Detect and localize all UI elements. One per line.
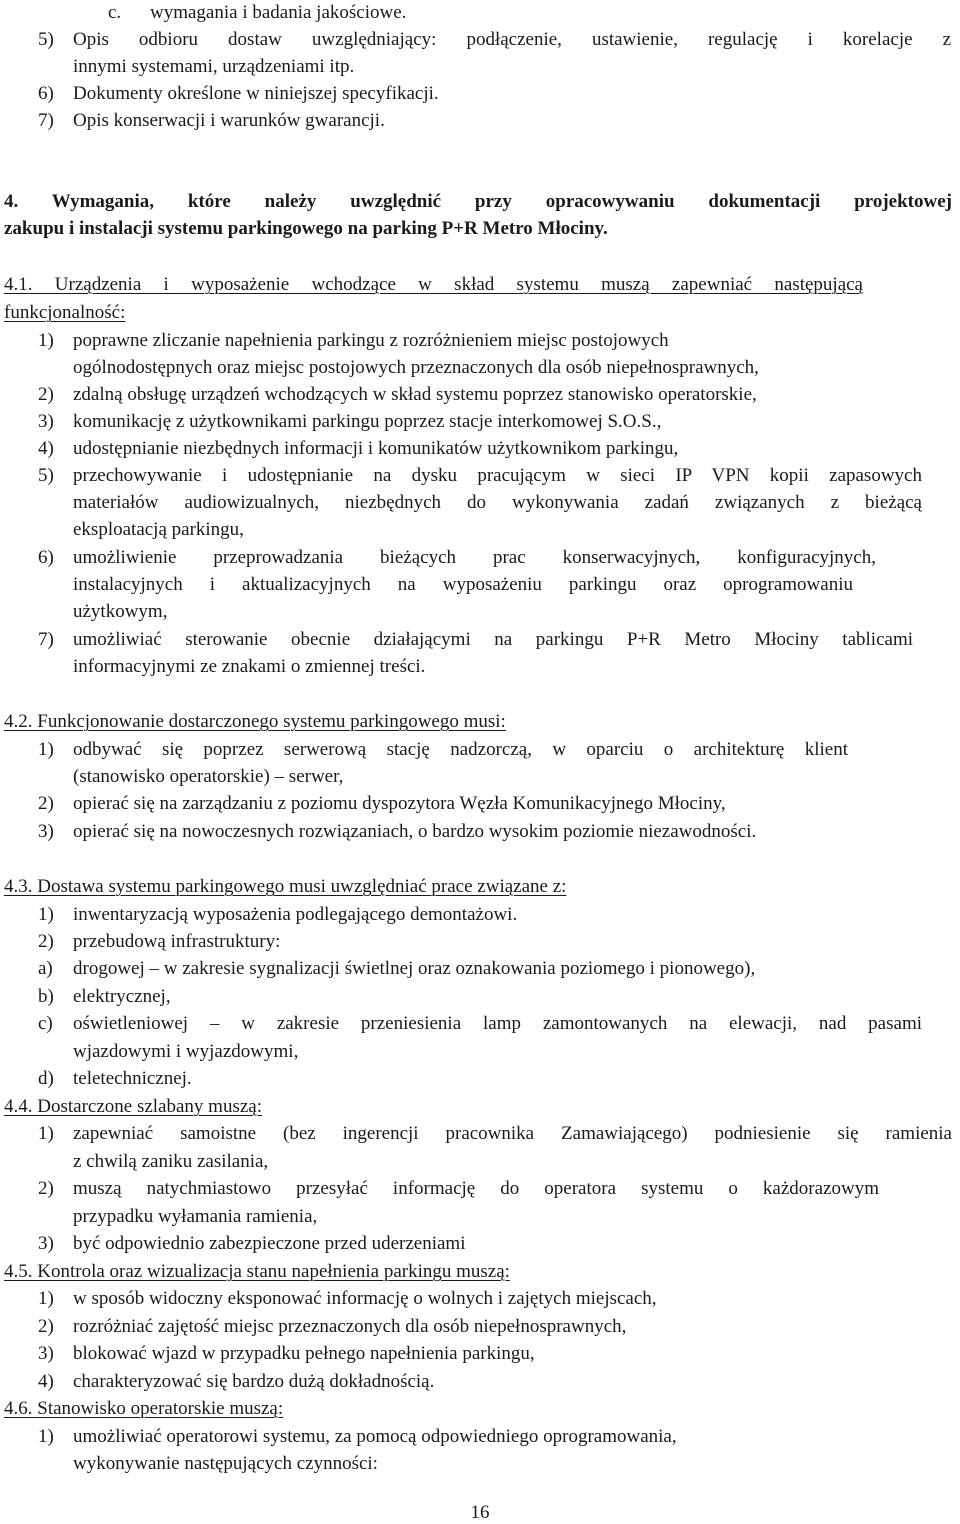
list-item-text: drogowej – w zakresie sygnalizacji świetlnej oraz oznakowania poziomego i pionowego), bbox=[73, 958, 756, 979]
list-item-text: rozróżniać zajętość miejsc przeznaczonych dla osób niepełnosprawnych, bbox=[73, 1316, 627, 1337]
list-marker: 2) bbox=[38, 931, 54, 952]
list-item-text: poprawne zliczanie napełnienia parkingu z rozróżnieniem miejsc postojowych bbox=[73, 330, 669, 351]
subsection-heading: 4.6. Stanowisko operatorskie muszą: bbox=[4, 1398, 284, 1419]
list-item-text: inwentaryzacją wyposażenia podlegającego demontażowi. bbox=[73, 904, 518, 925]
list-item-text: umożliwiać sterowanie obecnie działającymi na parkingu P+R Metro Młociny tablicami bbox=[73, 629, 913, 650]
list-marker: 1) bbox=[38, 1123, 54, 1144]
list-item-text: Opis odbioru dostaw uwzględniający: podłączenie, ustawienie, regulację i korelacje z bbox=[73, 29, 951, 50]
list-marker: c. bbox=[108, 2, 122, 23]
list-marker: 2) bbox=[38, 793, 54, 814]
list-item-text: Opis konserwacji i warunków gwarancji. bbox=[73, 110, 385, 131]
list-item-text: zdalną obsługę urządzeń wchodzących w skład systemu poprzez stanowisko operatorskie, bbox=[73, 384, 757, 405]
list-marker: 1) bbox=[38, 1288, 54, 1309]
list-item-text: blokować wjazd w przypadku pełnego napełnienia parkingu, bbox=[73, 1343, 535, 1364]
list-marker: d) bbox=[38, 1068, 54, 1089]
list-marker: 5) bbox=[38, 465, 54, 486]
list-item-text: informacyjnymi ze znakami o zmiennej treści. bbox=[73, 656, 426, 677]
list-marker: 1) bbox=[38, 904, 54, 925]
list-item-text: zapewniać samoistne (bez ingerencji pracownika Zamawiającego) podniesienie się ramienia bbox=[73, 1123, 952, 1144]
subsection-heading: 4.5. Kontrola oraz wizualizacja stanu napełnienia parkingu muszą: bbox=[4, 1261, 510, 1282]
list-item-text: materiałów audiowizualnych, niezbędnych do wykonywania zadań związanych z bieżącą bbox=[73, 492, 922, 513]
list-marker: 3) bbox=[38, 411, 54, 432]
list-marker: 7) bbox=[38, 629, 54, 650]
list-marker: 3) bbox=[38, 1343, 54, 1364]
list-item-text: wymagania i badania jakościowe. bbox=[150, 2, 407, 23]
list-item-text: użytkowym, bbox=[73, 601, 168, 622]
list-item-text: przechowywanie i udostępnianie na dysku pracującym w sieci IP VPN kopii zapasowych bbox=[73, 465, 922, 486]
list-marker: 3) bbox=[38, 1233, 54, 1254]
list-item-text: udostępnianie niezbędnych informacji i komunikatów użytkownikom parkingu, bbox=[73, 438, 679, 459]
list-item-text: wykonywanie następujących czynności: bbox=[73, 1453, 378, 1474]
list-item-text: instalacyjnych i aktualizacyjnych na wyposażeniu parkingu oraz oprogramowaniu bbox=[73, 574, 853, 595]
list-marker: 2) bbox=[38, 384, 54, 405]
list-marker: 5) bbox=[38, 29, 54, 50]
list-item-text: (stanowisko operatorskie) – serwer, bbox=[73, 766, 344, 787]
subsection-heading: 4.3. Dostawa systemu parkingowego musi uwzględniać prace związane z: bbox=[4, 876, 567, 897]
list-marker: 2) bbox=[38, 1316, 54, 1337]
list-marker: 7) bbox=[38, 110, 54, 131]
list-marker: 2) bbox=[38, 1178, 54, 1199]
list-item-text: opierać się na nowoczesnych rozwiązaniach, o bardzo wysokim poziomie niezawodności. bbox=[73, 821, 757, 842]
section-heading: zakupu i instalacji systemu parkingowego na parking P+R Metro Młociny. bbox=[4, 218, 608, 239]
subsection-heading: 4.1. Urządzenia i wyposażenie wchodzące w skład systemu muszą zapewniać następującą bbox=[4, 274, 863, 295]
list-marker: 1) bbox=[38, 330, 54, 351]
list-marker: c) bbox=[38, 1013, 53, 1034]
list-item-text: Dokumenty określone w niniejszej specyfikacji. bbox=[73, 83, 439, 104]
list-item-text: oświetleniowej – w zakresie przeniesienia lamp zamontowanych na elewacji, nad pasami bbox=[73, 1013, 922, 1034]
subsection-heading: 4.4. Dostarczone szlabany muszą: bbox=[4, 1096, 262, 1117]
list-item-text: przebudową infrastruktury: bbox=[73, 931, 281, 952]
list-item-text: umożliwiać operatorowi systemu, za pomocą odpowiedniego oprogramowania, bbox=[73, 1426, 677, 1447]
list-item-text: opierać się na zarządzaniu z poziomu dyspozytora Węzła Komunikacyjnego Młociny, bbox=[73, 793, 726, 814]
subsection-heading: funkcjonalność: bbox=[4, 302, 126, 323]
list-item-text: charakteryzować się bardzo dużą dokładnością. bbox=[73, 1371, 435, 1392]
list-item-text: eksploatacją parkingu, bbox=[73, 519, 244, 540]
list-marker: 1) bbox=[38, 739, 54, 760]
section-heading: 4. Wymagania, które należy uwzględnić przy opracowywaniu dokumentacji projektowej bbox=[4, 191, 952, 212]
list-item-text: elektrycznej, bbox=[73, 986, 171, 1007]
list-item-text: wjazdowymi i wyjazdowymi, bbox=[73, 1041, 299, 1062]
list-item-text: teletechnicznej. bbox=[73, 1068, 192, 1089]
list-marker: 4) bbox=[38, 438, 54, 459]
list-marker: 4) bbox=[38, 1371, 54, 1392]
list-item-text: być odpowiednio zabezpieczone przed uderzeniami bbox=[73, 1233, 466, 1254]
list-item-text: przypadku wyłamania ramienia, bbox=[73, 1206, 318, 1227]
list-marker: 6) bbox=[38, 83, 54, 104]
list-marker: 3) bbox=[38, 821, 54, 842]
list-marker: a) bbox=[38, 958, 53, 979]
list-item-text: w sposób widoczny eksponować informację o wolnych i zajętych miejscach, bbox=[73, 1288, 657, 1309]
list-item-text: umożliwienie przeprowadzania bieżących prac konserwacyjnych, konfiguracyjnych, bbox=[73, 547, 876, 568]
list-marker: 1) bbox=[38, 1426, 54, 1447]
list-item-text: z chwilą zaniku zasilania, bbox=[73, 1151, 269, 1172]
list-item-text: odbywać się poprzez serwerową stację nadzorczą, w oparciu o architekturę klient bbox=[73, 739, 848, 760]
list-item-text: komunikację z użytkownikami parkingu poprzez stacje interkomowej S.O.S., bbox=[73, 411, 662, 432]
page-number: 16 bbox=[470, 1502, 490, 1523]
list-item-text: innymi systemami, urządzeniami itp. bbox=[73, 56, 355, 77]
list-item-text: muszą natychmiastowo przesyłać informację do operatora systemu o każdorazowym bbox=[73, 1178, 879, 1199]
list-marker: b) bbox=[38, 986, 54, 1007]
list-marker: 6) bbox=[38, 547, 54, 568]
subsection-heading: 4.2. Funkcjonowanie dostarczonego systemu parkingowego musi: bbox=[4, 711, 506, 732]
list-item-text: ogólnodostępnych oraz miejsc postojowych przeznaczonych dla osób niepełnosprawnych, bbox=[73, 357, 759, 378]
